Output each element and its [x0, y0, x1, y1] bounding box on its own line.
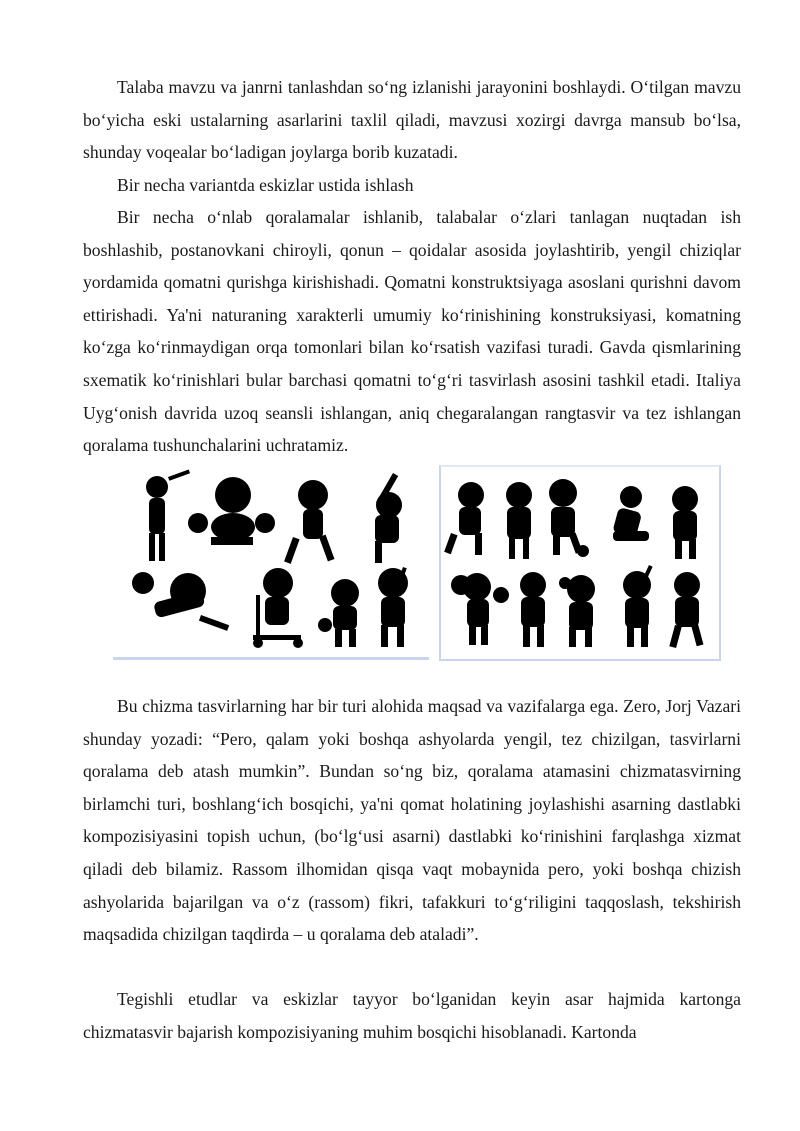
- silhouettes-panel-right: [439, 465, 721, 661]
- paragraph-2: [83, 169, 741, 202]
- paragraph-2-text: Bir necha variantda eskizlar ustida ishlash: [117, 175, 414, 195]
- silhouettes-figure: [113, 465, 717, 657]
- paragraph-4: [83, 690, 741, 951]
- paragraph-1-text: Talaba mavzu va janrni tanlashdan so‘ng izlanishi jarayonini boshlaydi. O‘tilgan mavzu bo‘yicha eski ustalarning asarlarini taxlil qiladi, mavzusi xozirgi davrga mansub bo‘lsa, shunday voqealar bo‘ladigan joylarga borib kuzatadi.: [83, 77, 741, 163]
- paragraph-1: [83, 71, 741, 169]
- paragraph-4-text: Bu chizma tasvirlarning har bir turi alohida maqsad va vazifalarga ega. Zero, Jorj Vazari shunday yozadi: “Pero, qalam yoki boshqa ashyolarda yengil, tez chizilgan, tasvirlarni qoralama deb atash mumkin”. Bundan so‘ng biz, qoralama atamasini chizmatasvirning birlamchi turi, boshlang‘ich bosqichi, ya'ni qomat holatining joylashishi asarning dastlabki kompozisiyasini topish uchun, (bo‘lg‘usi asarni) dastlabki ko‘rinishini farqlashga xizmat qiladi deb bilamiz. Rassom ilhomidan qisqa vaqt mobaynida pero, yoki boshqa chizish ashyolarida bajarilgan va o‘z (rassom) fikri, tafakkuri to‘g‘riligini taqqoslash, tekshirish maqsadida chizilgan taqdirda – u qoralama deb ataladi”.: [83, 696, 741, 945]
- paragraph-3: [83, 201, 741, 462]
- paragraph-5-text: Tegishli etudlar va eskizlar tayyor bo‘lganidan keyin asar hajmida kartonga chizmatasvir bajarish kompozisiyaning muhim bosqichi hisoblanadi. Kartonda: [83, 989, 741, 1042]
- silhouettes-panel-left: [113, 465, 429, 660]
- paragraph-5: [83, 983, 741, 1048]
- kids-silhouettes-left-image: [113, 465, 429, 655]
- kids-silhouettes-right-image: [441, 467, 715, 655]
- paragraph-3-text: Bir necha o‘nlab qoralamalar ishlanib, talabalar o‘zlari tanlagan nuqtadan ish boshlashib, postanovkani chiroyli, qonun – qoidalar asosida joylashtirib, yengil chiziqlar yordamida qomatni qurishga kirishishadi. Qomatni konstruktsiyaga asoslani qurishni davom ettirishadi. Ya'ni naturaning xarakterli umumiy ko‘rinishining konstruksiyasi, komatning ko‘zga ko‘rinmaydigan orqa tomonlari bilan ko‘rsatish vazifasi turadi. Gavda qismlarining sxematik ko‘rinishlari bular barchasi qomatni to‘g‘ri tasvirlash asosini tashkil etadi. Italiya Uyg‘onish davrida uzoq seansli ishlangan, aniq chegaralangan rangtasvir va tez ishlangan qoralama tushunchalarini uchratamiz.: [83, 207, 741, 456]
